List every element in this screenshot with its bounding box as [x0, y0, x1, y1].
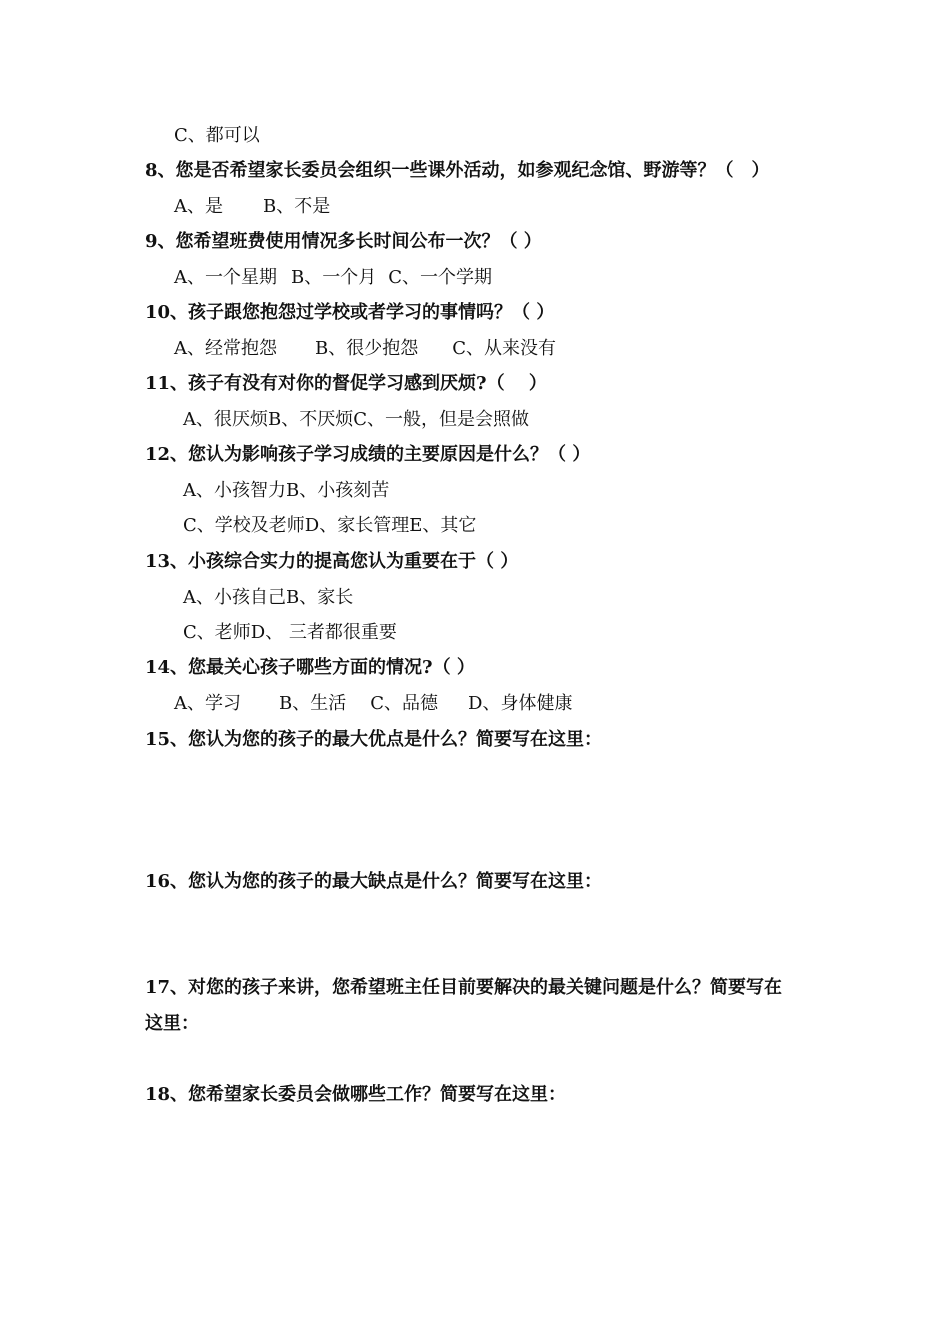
question-8: 8、您是否希望家长委员会组织一些课外活动，如参观纪念馆、野游等？（ ） — [145, 160, 770, 181]
q9-option-b: B、一个月 — [291, 267, 377, 288]
q8-option-b: B、不是 — [263, 196, 331, 217]
q10-option-a: A、经常抱怨 — [174, 338, 277, 359]
q8-option-a: A、是 — [174, 196, 223, 217]
question-13: 13、小孩综合实力的提高您认为重要在于（ ） — [145, 551, 519, 572]
q9-option-a: A、一个星期 — [174, 267, 277, 288]
q11-option-a: A、很厌烦 — [183, 409, 268, 430]
q10-options — [174, 338, 556, 360]
q14-option-a: A、学习 — [174, 693, 241, 714]
question-10: 10、孩子跟您抱怨过学校或者学习的事情吗？（ ） — [145, 302, 555, 323]
q13-option-c: C、老师 — [183, 622, 251, 643]
question-15: 15、您认为您的孩子的最大优点是什么？简要写在这里： — [145, 729, 603, 750]
q13-options-row2 — [183, 622, 397, 644]
q10-option-c: C、从来没有 — [452, 338, 557, 359]
question-17-line2: 这里： — [145, 1013, 199, 1034]
q12-option-a: A、小孩智力 — [183, 480, 286, 501]
question-12: 12、您认为影响孩子学习成绩的主要原因是什么？（ ） — [145, 444, 591, 465]
q11-option-b: B、不厌烦 — [268, 409, 354, 430]
q13-option-a: A、小孩自己 — [183, 587, 286, 608]
q13-option-b: B、家长 — [286, 587, 354, 608]
question-14: 14、您最关心孩子哪些方面的情况?（ ） — [145, 657, 475, 678]
question-11: 11、孩子有没有对你的督促学习感到厌烦?（ ） — [145, 373, 547, 394]
q14-options — [174, 693, 572, 715]
question-9: 9、您希望班费使用情况多长时间公布一次？（ ） — [145, 231, 542, 252]
q11-options — [183, 409, 529, 431]
q14-option-d: D、身体健康 — [468, 693, 573, 714]
q12-option-d: D、家长管理 — [304, 515, 410, 536]
q13-options-row1 — [183, 587, 353, 609]
q9-options — [174, 267, 492, 289]
q12-options-row1 — [183, 480, 389, 502]
q14-option-c: C、品德 — [370, 693, 439, 714]
q12-option-c: C、学校及老师 — [183, 515, 305, 536]
q10-option-b: B、很少抱怨 — [315, 338, 419, 359]
question-17-line1: 17、对您的孩子来讲，您希望班主任目前要解决的最关键问题是什么？简要写在 — [145, 977, 783, 998]
q13-option-d: D、 三者都很重要 — [250, 622, 397, 643]
q12-options-row2 — [183, 515, 476, 537]
q11-option-c: C、一般，但是会照做 — [353, 409, 530, 430]
q9-option-c: C、一个学期 — [388, 267, 493, 288]
q12-option-e: E、其它 — [409, 515, 477, 536]
q7-option-c: C、都可以 — [174, 125, 260, 146]
question-16: 16、您认为您的孩子的最大缺点是什么？简要写在这里： — [145, 871, 603, 892]
question-18: 18、您希望家长委员会做哪些工作？简要写在这里： — [145, 1084, 567, 1105]
q12-option-b: B、小孩刻苦 — [286, 480, 390, 501]
q14-option-b: B、生活 — [279, 693, 347, 714]
q8-options — [174, 196, 330, 218]
